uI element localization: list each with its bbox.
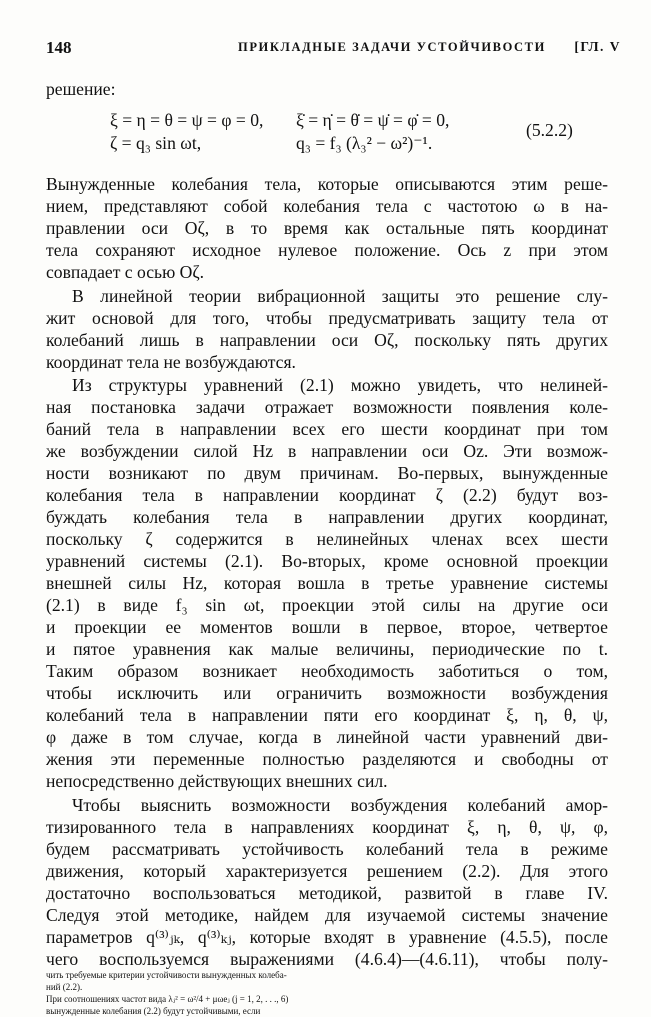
text-line: координат тела не возбуждаются. [46,352,296,372]
text-line: (2.1) в виде f₃ sin ωt, проекции этой силы на другие оси [46,595,608,615]
intro-word: решение: [46,79,116,99]
text-line: Вынужденные колебания тела, которые описываются этим реше- [46,174,608,194]
text-line: нием, представляют собой колебания тела с частотою ω в на- [46,196,608,216]
text-line: будем рассматривать устойчивость колебаний тела в режиме [46,839,608,859]
text-line: баний тела в направлении всех его шести координат при том [46,419,608,439]
text-line: вынужденные колебания (2.2) будут устойчивыми, если [46,1006,261,1016]
text-line: внешней силы Hz, которая вошла в третье уравнение системы [46,573,608,593]
text-line: колебания тела в направлении координат ζ (2.2) будут воз- [46,485,608,505]
text-line: ная постановка задачи отражает возможности появления коле- [46,397,608,417]
text-line: В линейной теории вибрационной защиты это решение слу- [72,286,608,306]
text-line: и пятое уравнения как малые величины, периодические по t. [46,639,608,659]
text-line: жит основой для того, чтобы предусматривать защиту тела от [46,308,608,328]
text-line: жения эти переменные полностью разделяются и свободны от [46,749,608,769]
text-line: буждать колебания тела в направлении других координат, [46,507,608,527]
text-line: чить требуемые критерии устойчивости вынужденных колеба- [46,970,287,980]
equation-row2-left: ζ = q₃ sin ωt, [110,133,202,153]
text-line: уравнений системы (2.1). Во-вторых, кроме основной проекции [46,551,608,571]
text-line: и проекции ее моментов вошли в первое, второе, четвертое [46,617,608,637]
running-header [46,38,621,62]
text-line: колебаний тела в направлении пяти его координат ξ, η, θ, ψ, [46,705,608,725]
text-line: же возбуждении силой Hz в направлении оси Oz. Эти возмож- [46,441,608,461]
equation-number: (5.2.2) [526,120,573,140]
text-line: тела сохраняют исходное нулевое положение. Ось z при этом [46,240,608,260]
text-line: Из структуры уравнений (2.1) можно увидеть, что нелиней- [72,375,608,395]
chapter-label: [ГЛ. V [574,39,621,54]
text-line: правлении оси Oζ, в то время как остальные пять координат [46,218,608,238]
text-line: Следуя этой методике, найдем для изучаемой системы значение [46,905,608,925]
text-line: параметров q⁽³⁾ⱼₖ, q⁽³⁾ₖⱼ, которые входят в уравнение (4.5.5), после [46,927,608,947]
text-line: тизированного тела в направлениях координат ξ, η, θ, ψ, φ, [46,817,608,837]
text-line: чтобы исключить или ограничить возможности возбуждения [46,683,608,703]
text-line: колебаний лишь в направлении оси Oζ, поскольку пять других [46,330,608,350]
equation-row1-left: ξ = η = θ = ψ = φ = 0, [110,110,264,130]
text-line: чего воспользуемся выражениями (4.6.4)—(4.6.11), чтобы полу- [46,949,608,969]
text-line: совпадает с осью Oζ. [46,262,205,282]
text-line: ний (2.2). [46,982,83,992]
text-line: непосредственно действующих внешних сил. [46,771,388,791]
text-line: При соотношениях частот вида λⱼ² = ω²/4 + μωeⱼ (j = 1, 2, . . ., 6) [46,994,289,1004]
running-title: ПРИКЛАДНЫЕ ЗАДАЧИ УСТОЙЧИВОСТИ [238,40,546,54]
text-line: Чтобы выяснить возможности возбуждения колебаний амор- [72,795,608,815]
text-line: поскольку ζ содержится в нелинейных членах всех шести [46,529,608,549]
equation-row1-right: ξ̇ = η̇ = θ̇ = ψ̇ = φ̇ = 0, [296,110,450,130]
text-line: достаточно воспользоваться методикой, развитой в главе IV. [46,883,608,903]
text-line: φ даже в том случае, когда в линейной части уравнений дви- [46,727,608,747]
page-number: 148 [46,38,72,57]
equation-row2-right: q₃ = f₃ (λ₃² − ω²)⁻¹. [296,133,433,153]
text-line: ности возникают по двум причинам. Во-первых, вынужденные [46,463,608,483]
text-line: Таким образом возникает необходимость заботиться о том, [46,661,608,681]
text-line: движения, который характеризуется решением (2.2). Для этого [46,861,608,881]
